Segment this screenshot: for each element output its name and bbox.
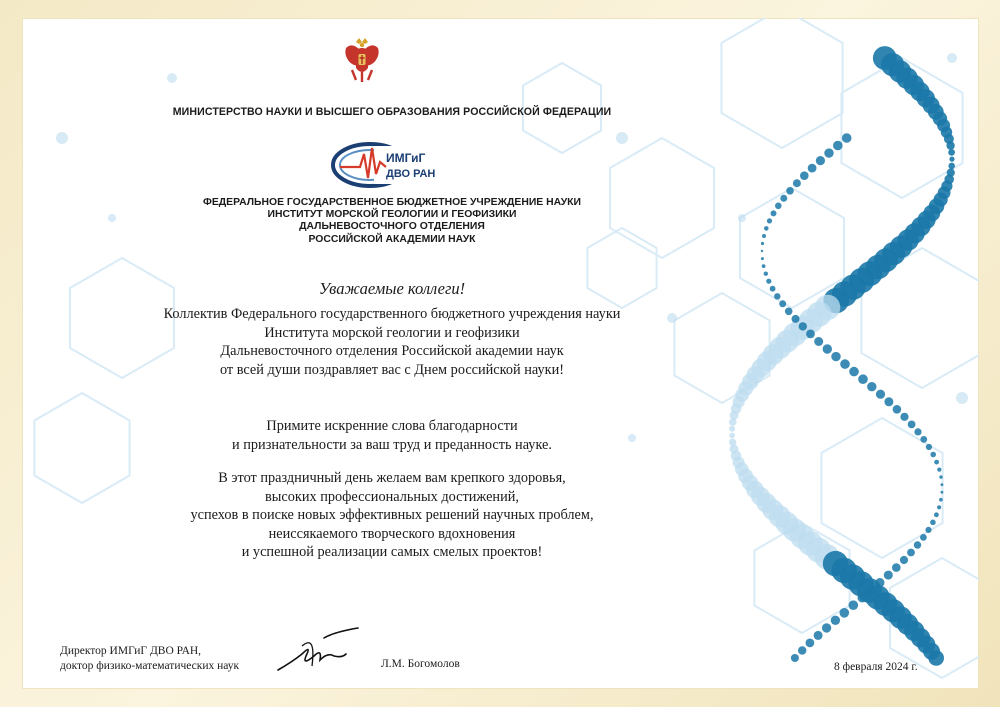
text-line: и успешной реализации самых смелых проектов! [241, 544, 543, 560]
helix-dot [914, 428, 921, 435]
helix-dot [914, 541, 921, 548]
text-line: Примите искренние слова благодарности [266, 418, 518, 434]
helix-dot [766, 279, 771, 284]
helix-dot [56, 132, 68, 144]
helix-dot [937, 468, 941, 472]
helix-dot [831, 616, 840, 625]
letter-date: 8 февраля 2024 г. [834, 661, 918, 673]
helix-dot [833, 141, 843, 151]
helix-dot [840, 359, 850, 369]
paragraph-gratitude [22, 417, 762, 454]
helix-dot [770, 286, 776, 292]
helix-dot [761, 250, 763, 252]
helix-dot [840, 608, 850, 618]
helix-dot [849, 600, 859, 610]
text-line: В этот праздничный день желаем вам крепкого здоровья, [218, 470, 566, 486]
text-line: от всей души поздравляет вас с Днем российской науки! [219, 361, 565, 378]
imgig-logo-icon [330, 140, 446, 190]
helix-dot [762, 264, 766, 268]
helix-dot [867, 586, 876, 595]
helix-dot [875, 578, 884, 587]
helix-dot [771, 210, 777, 216]
signatory-name: Л.М. Богомолов [381, 658, 460, 670]
text-line: Коллектив Федерального государственного бюджетного учреждения науки [163, 306, 621, 322]
helix-dot [780, 195, 787, 202]
helix-dot [934, 460, 939, 465]
helix-dot [926, 444, 932, 450]
helix-dot [616, 132, 628, 144]
text-line: Института морской геологии и геофизики [264, 324, 520, 341]
institution-line: ДАЛЬНЕВОСТОЧНОГО ОТДЕЛЕНИЯ [299, 221, 485, 233]
helix-dot [761, 257, 764, 260]
helix-dot [956, 392, 968, 404]
helix-dot [930, 452, 936, 458]
helix-dot [767, 218, 772, 223]
helix-dot [893, 405, 902, 414]
hexagon-shape [721, 18, 842, 148]
helix-dot [786, 187, 794, 195]
text-line: неиссякаемого творческого вдохновения [268, 525, 516, 542]
ministry-title: МИНИСТЕРСТВО НАУКИ И ВЫСШЕГО ОБРАЗОВАНИЯ РОССИЙСКОЙ ФЕДЕРАЦИИ [172, 106, 612, 118]
institution-line: ФЕДЕРАЛЬНОЕ ГОСУДАРСТВЕННОЕ БЮДЖЕТНОЕ УЧРЕЖДЕНИЕ НАУКИ [202, 197, 581, 208]
helix-dot [884, 571, 893, 580]
helix-dot [939, 475, 942, 478]
helix-dot [948, 163, 955, 170]
helix-dot [876, 390, 885, 399]
helix-dot [793, 179, 801, 187]
text-line: успехов в поиске новых эффективных решений научных проблем, [190, 507, 594, 523]
institution-line: ИНСТИТУТ МОРСКОЙ ГЕОЛОГИИ И ГЕОФИЗИКИ [267, 209, 517, 221]
helix-dot [816, 156, 825, 165]
helix-dot [800, 171, 809, 180]
helix-dot [925, 527, 931, 533]
helix-dot [824, 148, 833, 157]
helix-dot [806, 330, 815, 339]
helix-dot [823, 344, 832, 353]
letter-sheet [22, 18, 979, 689]
helix-dot [791, 654, 799, 662]
paragraph-wishes [22, 469, 762, 562]
helix-dot [946, 141, 954, 149]
helix-dot [775, 203, 782, 210]
helix-dot [814, 631, 823, 640]
helix-dot [949, 157, 954, 162]
logo-text-line1: ИМГиГ [386, 151, 426, 165]
text-line: Дальневосточного отделения Российской академии наук [220, 343, 564, 359]
helix-dot [764, 272, 768, 276]
helix-dot [792, 315, 800, 323]
helix-dot [900, 556, 908, 564]
helix-dot [774, 293, 780, 299]
institution-title [22, 197, 762, 246]
helix-dot [779, 300, 786, 307]
institution-line: РОССИЙСКОЙ АКАДЕМИИ НАУК [308, 233, 476, 245]
helix-dot [930, 520, 936, 526]
helix-dot [934, 512, 939, 517]
handwritten-signature [272, 626, 362, 676]
helix-dot [907, 549, 915, 557]
helix-dot [920, 534, 927, 541]
logo-text-line2: ДВО РАН [386, 168, 436, 180]
helix-dot [928, 650, 944, 666]
helix-dot [920, 436, 927, 443]
text-line: и признательности за ваш труд и преданность науке. [232, 436, 552, 453]
paragraph-congratulation [22, 305, 762, 379]
helix-dot [900, 413, 908, 421]
helix-dot [762, 234, 766, 238]
helix-dot [941, 483, 944, 486]
helix-dot [937, 505, 941, 509]
position-line: Директор ИМГиГ ДВО РАН, [60, 645, 202, 657]
helix-dot [948, 149, 955, 156]
helix-dot [764, 226, 769, 231]
ministry-emblem-icon [342, 36, 382, 86]
helix-dot [814, 337, 823, 346]
helix-dot [884, 397, 893, 406]
helix-dot [858, 374, 868, 384]
helix-dot [908, 421, 916, 429]
helix-dot [867, 382, 876, 391]
text-line: высоких профессиональных достижений, [265, 488, 519, 505]
helix-dot [167, 73, 177, 83]
helix-dot [822, 623, 831, 632]
helix-dot [849, 367, 859, 377]
greeting: Уважаемые коллеги! [318, 279, 466, 298]
helix-dot [939, 498, 943, 502]
helix-dot [798, 646, 806, 654]
helix-dot [831, 352, 840, 361]
helix-dot [799, 322, 807, 330]
helix-dot [806, 639, 815, 648]
helix-dot [808, 164, 817, 173]
helix-dot [785, 308, 793, 316]
helix-dot [858, 593, 868, 603]
signatory-position [60, 644, 239, 674]
position-line: доктор физико-математических наук [60, 660, 240, 672]
helix-dot [892, 563, 901, 572]
helix-dot [941, 491, 944, 494]
helix-dot [947, 53, 957, 63]
helix-dot [842, 133, 852, 143]
